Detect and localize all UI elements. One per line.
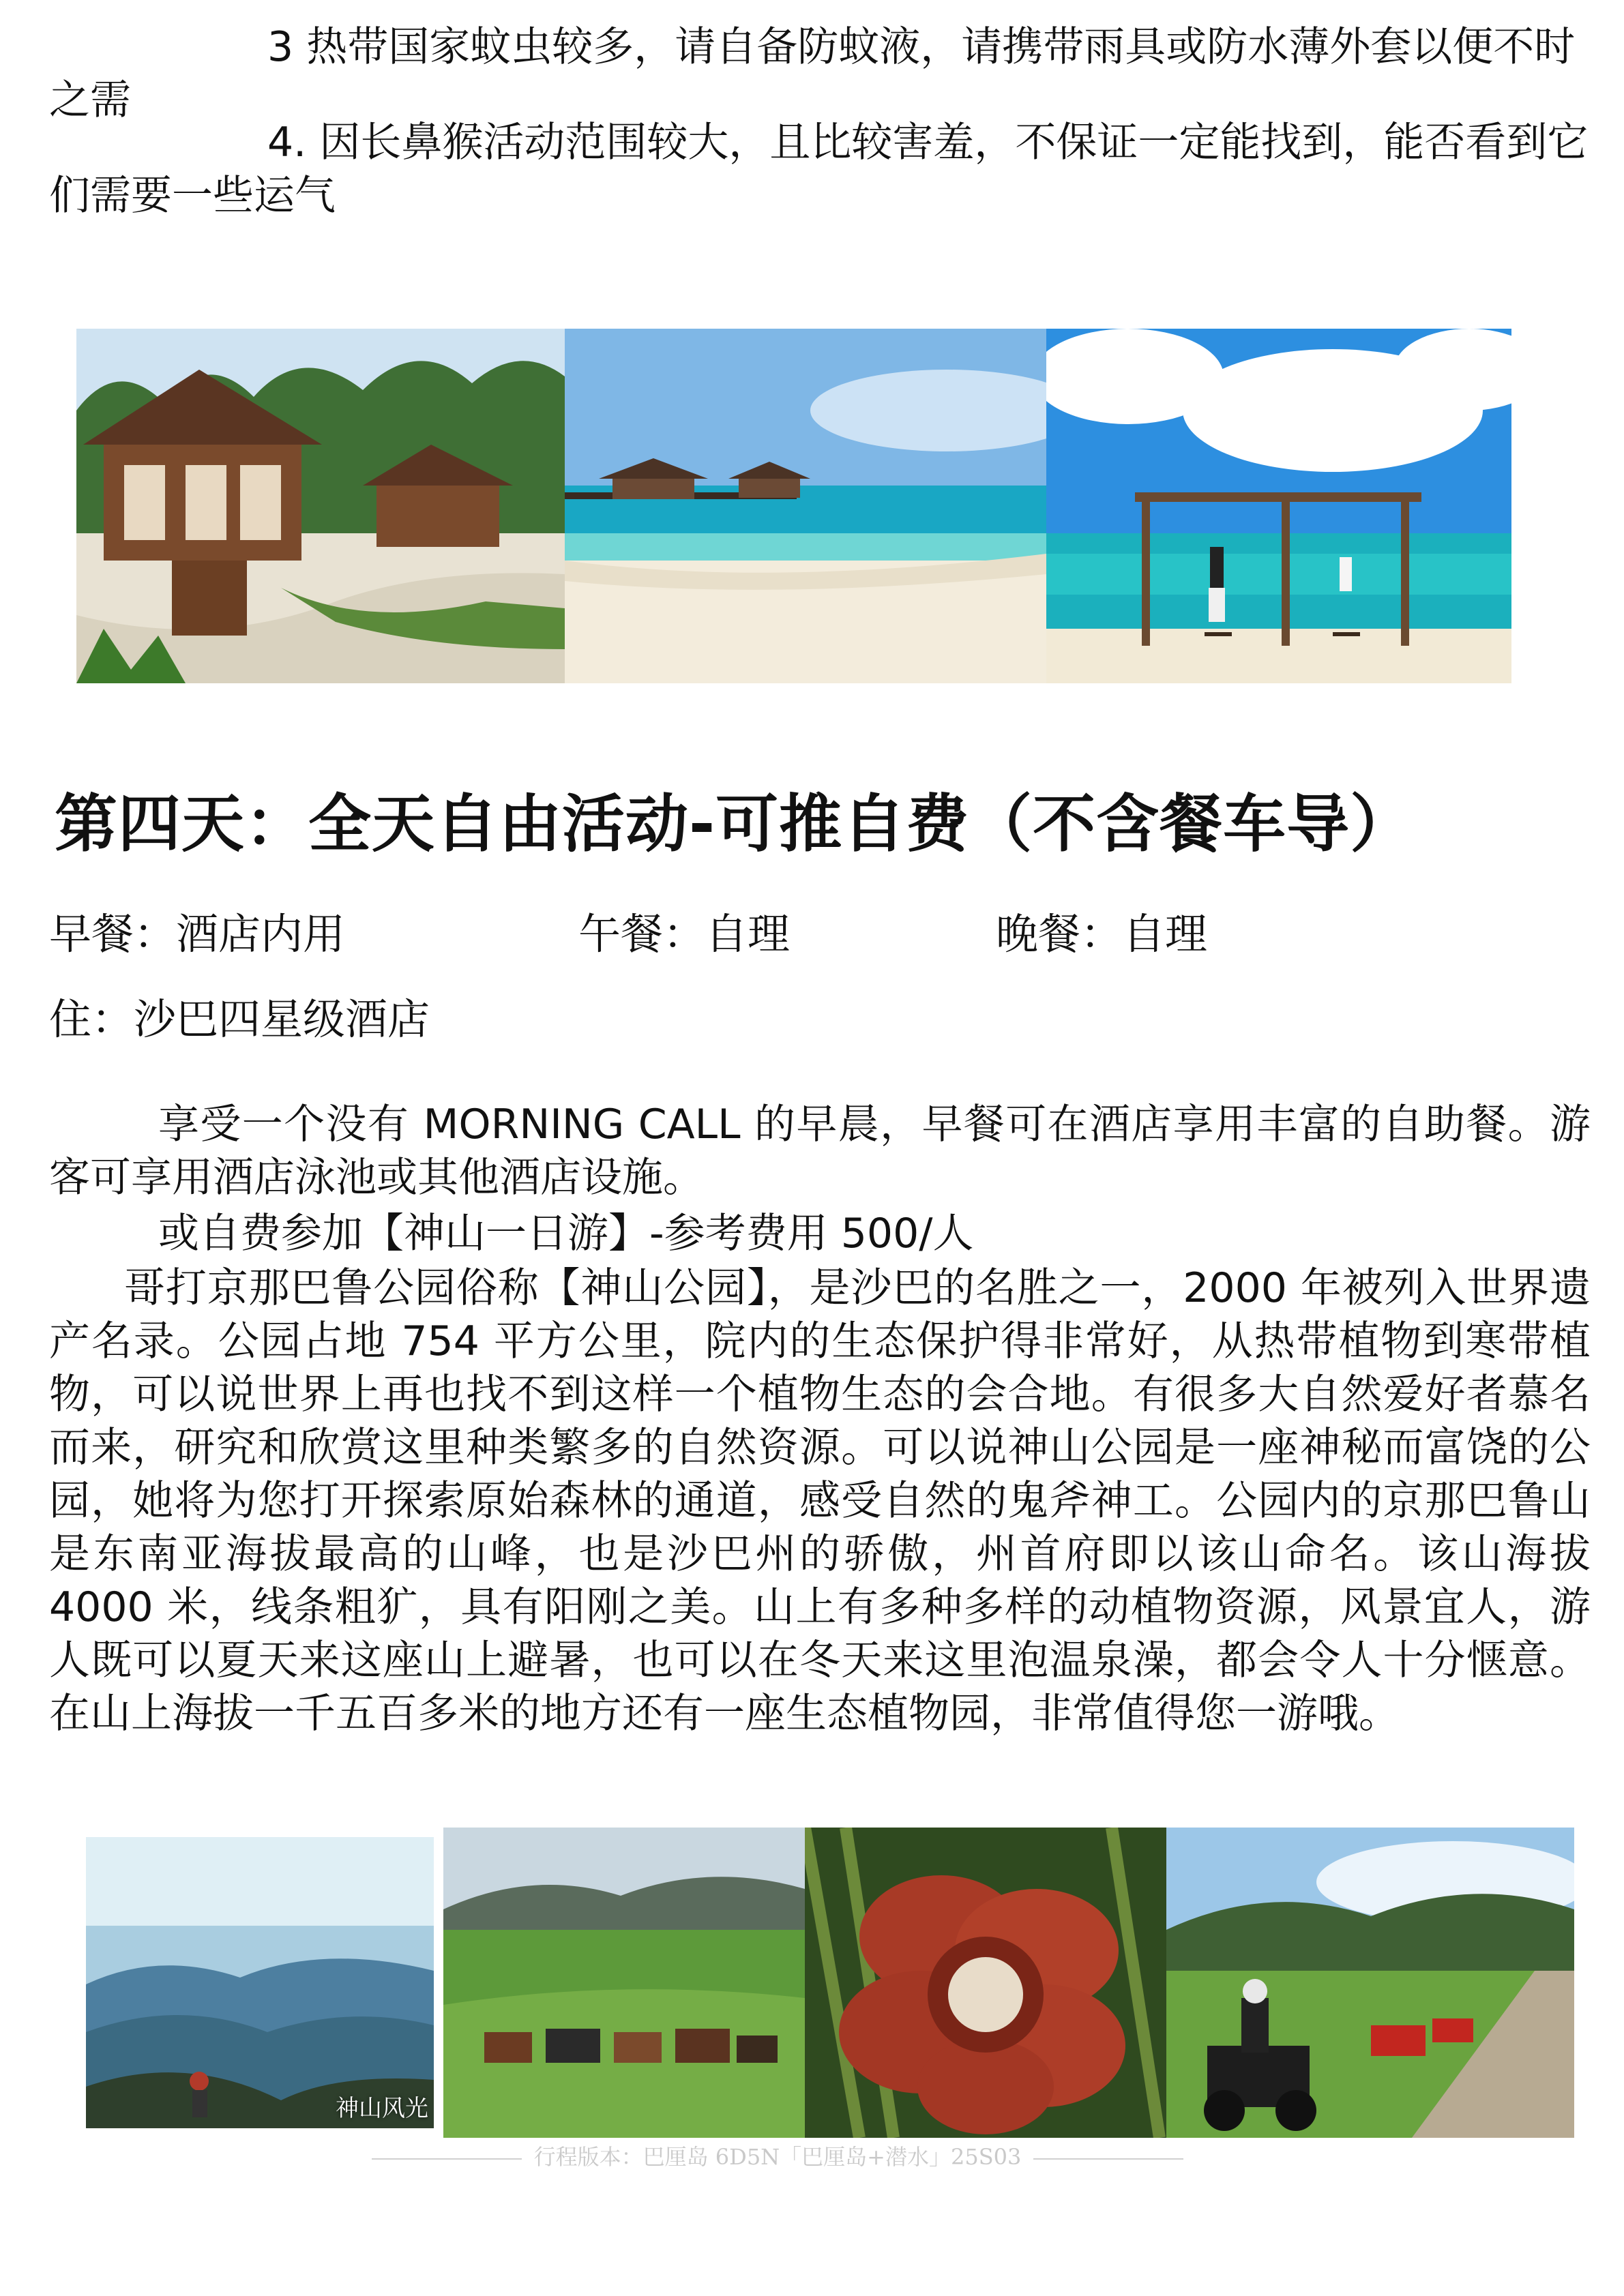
day4-paragraph-1: 享受一个没有 MORNING CALL 的早晨，早餐可在酒店享用丰富的自助餐。游客可享用酒店泳池或其他酒店设施。 xyxy=(49,1101,1591,1202)
mountain-photo-caption: 神山风光 xyxy=(336,2095,428,2122)
note-item-3: 3 热带国家蚊虫较多，请自备防蚊液，请携带雨具或防水薄外套以便不时之需 xyxy=(49,23,1576,124)
day4-title: 第四天：全天自由活动-可推自费（不含餐车导） xyxy=(55,788,1414,861)
footer-text: 行程版本：巴厘岛 6D5N「巴厘岛+潜水」25S03 xyxy=(533,2144,1022,2170)
mountain-view-photo xyxy=(76,1828,443,2138)
lunch-label: 午餐：自理 xyxy=(578,909,791,959)
page-footer xyxy=(348,2140,1207,2171)
rafflesia-flower-photo xyxy=(805,1828,1166,2138)
atv-ride-photo xyxy=(1166,1828,1574,2138)
day4-paragraph-3: 哥打京那巴鲁公园俗称【神山公园】，是沙巴的名胜之一，2000 年被列入世界遗产名录。公园占地 754 平方公里，院内的生态保护得非常好，从热带植物到寒带植物，可以说世界上再也找不到这样一个植物生态的会合地。有很多大自然爱好者慕名而来，研究和欣赏这里种类繁多的自然资源。可以说神山公园是一座神秘而富饶的公园，她将为您打开探索原始森林的通道，感受自然的鬼斧神工。公园内的京那巴鲁山是东南亚海拔最高的山峰，也是沙巴州的骄傲，州首府即以该山命名。该山海拔 4000 米，线条粗犷，具有阳刚之美。山上有多种多样的动植物资源，风景宜人，游人既可以夏天来这座山上避暑，也可以在冬天来这里泡温泉澡，都会令人十分惬意。在山上海拔一千五百多米的地方还有一座生态植物园，非常值得您一游哦。 xyxy=(49,1264,1591,1738)
stay-label: 住：沙巴四星级酒店 xyxy=(49,994,430,1044)
breakfast-label: 早餐：酒店内用 xyxy=(49,909,346,959)
footer-rule-left xyxy=(372,2158,522,2160)
dinner-label: 晚餐：自理 xyxy=(996,909,1208,959)
note-item-4: 4. 因长鼻猴活动范围较大，且比较害羞，不保证一定能找到，能否看到它们需要一些运气 xyxy=(49,119,1589,220)
overwater-pier-photo xyxy=(565,329,1046,683)
day4-paragraph-2: 或自费参加【神山一日游】-参考费用 500/人 xyxy=(158,1210,974,1257)
beach-swing-photo xyxy=(1046,329,1511,683)
beach-villa-photo xyxy=(76,329,565,683)
cattle-pasture-photo xyxy=(443,1828,805,2138)
footer-rule-right xyxy=(1033,2158,1183,2160)
